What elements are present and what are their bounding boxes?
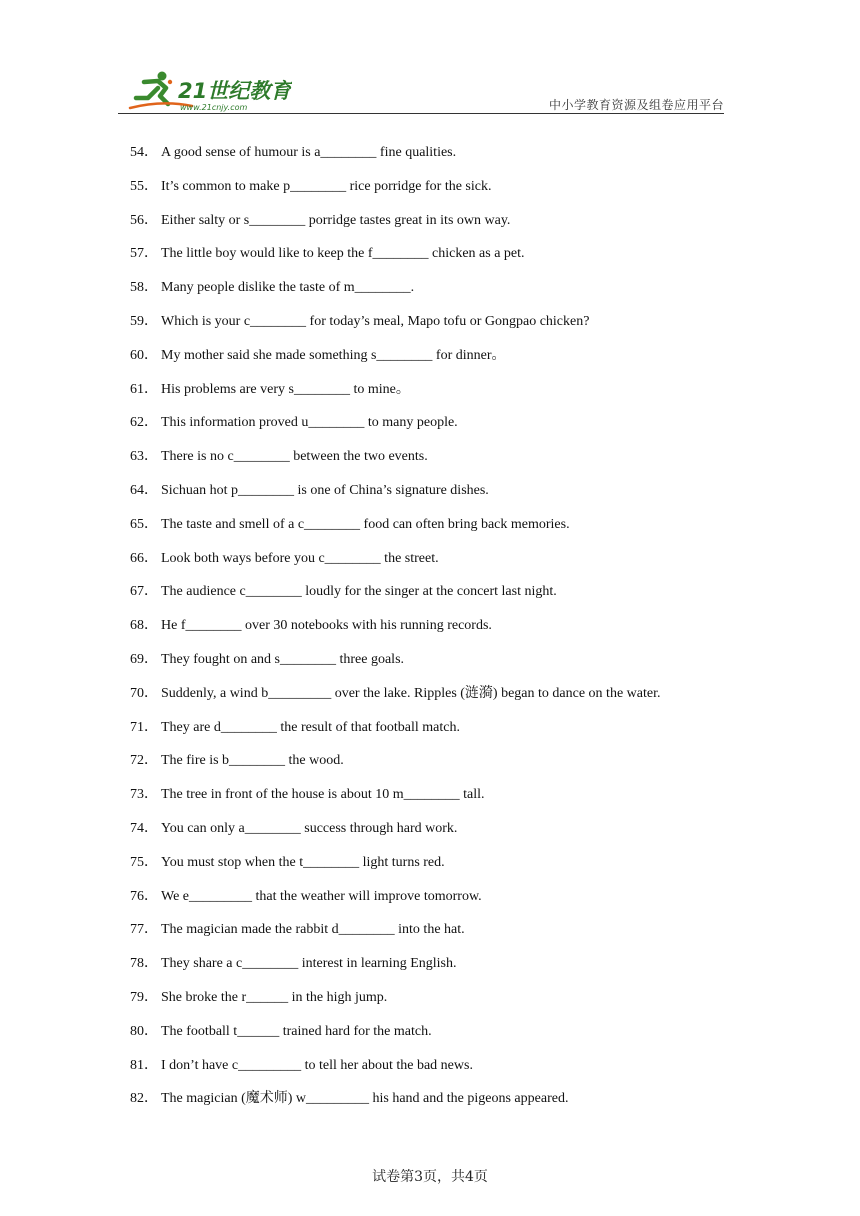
question-item (130, 1054, 740, 1088)
question-number: 64． (130, 482, 158, 498)
question-number: 58． (130, 280, 158, 296)
question-text: They fought on and s________ three goals. (161, 651, 405, 667)
page-footer: 试卷第3页，共4页 (372, 1169, 488, 1185)
question-item (130, 547, 740, 581)
question-text: Sichuan hot p________ is one of China’s signature dishes. (161, 482, 489, 498)
question-item (130, 580, 740, 614)
question-item (130, 242, 740, 276)
question-number: 74． (130, 820, 158, 836)
question-item (130, 310, 740, 344)
question-number: 60． (130, 347, 158, 363)
question-text: You must stop when the t________ light turns red. (161, 854, 445, 870)
question-item (130, 952, 740, 986)
question-item (130, 276, 740, 310)
question-item (130, 648, 740, 682)
question-item (130, 513, 740, 547)
question-text: It’s common to make p________ rice porridge for the sick. (161, 178, 492, 194)
question-item (130, 479, 740, 513)
question-item (130, 614, 740, 648)
question-number: 62． (130, 415, 158, 431)
question-number: 72． (130, 753, 158, 769)
question-text: The football t______ trained hard for the match. (161, 1023, 432, 1039)
question-text: The fire is b________ the wood. (161, 753, 344, 769)
logo-wordmark: 21世纪教育 (178, 79, 292, 103)
question-item (130, 141, 740, 175)
question-number: 78． (130, 956, 158, 972)
question-number: 65． (130, 516, 158, 532)
question-text: Suddenly, a wind b_________ over the lake. Ripples (涟漪) began to dance on the water. (161, 685, 661, 701)
question-item (130, 986, 740, 1020)
question-item (130, 175, 740, 209)
question-item (130, 918, 740, 952)
question-number: 80． (130, 1023, 158, 1039)
question-text: Either salty or s________ porridge tastes great in its own way. (161, 212, 511, 228)
question-number: 71． (130, 719, 158, 735)
question-item (130, 749, 740, 783)
question-text: I don’t have c_________ to tell her about the bad news. (161, 1057, 473, 1073)
question-item (130, 716, 740, 750)
question-text: He f________ over 30 notebooks with his running records. (161, 618, 492, 634)
question-number: 68． (130, 618, 158, 634)
question-number: 59． (130, 313, 158, 329)
question-number: 82． (130, 1091, 158, 1107)
question-text: My mother said she made something s________ for dinner。 (161, 347, 506, 363)
question-number: 69． (130, 651, 158, 667)
question-text: The audience c________ loudly for the singer at the concert last night. (161, 584, 557, 600)
question-number: 81． (130, 1057, 158, 1073)
question-item (130, 817, 740, 851)
question-text: They share a c________ interest in learning English. (161, 956, 457, 972)
page-header (118, 68, 724, 116)
question-text: Many people dislike the taste of m________. (161, 280, 415, 296)
question-number: 55． (130, 178, 158, 194)
question-item (130, 209, 740, 243)
question-text: There is no c________ between the two events. (161, 449, 428, 465)
question-list (130, 141, 740, 1121)
question-number: 75． (130, 854, 158, 870)
logo-url: www.21cnjy.com (180, 103, 248, 112)
question-number: 54． (130, 145, 158, 160)
question-number: 73． (130, 787, 158, 803)
question-item (130, 851, 740, 885)
question-item (130, 682, 740, 716)
question-text: We e_________ that the weather will improve tomorrow. (161, 888, 482, 904)
question-text: You can only a________ success through hard work. (161, 820, 458, 836)
question-text: A good sense of humour is a________ fine qualities. (161, 145, 457, 160)
question-number: 76． (130, 888, 158, 904)
question-text: The little boy would like to keep the f________ chicken as a pet. (161, 246, 525, 262)
question-text: The tree in front of the house is about 10 m________ tall. (161, 787, 485, 803)
question-number: 63． (130, 449, 158, 465)
question-number: 56． (130, 212, 158, 228)
question-item (130, 1087, 740, 1121)
question-number: 67． (130, 584, 158, 600)
question-text: They are d________ the result of that football match. (161, 719, 460, 735)
logo (122, 68, 292, 114)
question-text: His problems are very s________ to mine。 (161, 381, 410, 397)
question-item (130, 411, 740, 445)
question-item (130, 378, 740, 412)
question-text: The magician made the rabbit d________ into the hat. (161, 922, 465, 938)
question-text: The taste and smell of a c________ food can often bring back memories. (161, 516, 570, 532)
question-text: Which is your c________ for today’s meal, Mapo tofu or Gongpao chicken? (161, 313, 590, 329)
question-number: 77． (130, 922, 158, 938)
platform-name: 中小学教育资源及组卷应用平台 (548, 98, 724, 112)
question-item (130, 1020, 740, 1054)
question-number: 57． (130, 246, 158, 262)
question-number: 70． (130, 685, 158, 701)
question-text: Look both ways before you c________ the street. (161, 550, 439, 566)
question-text: The magician (魔术师) w_________ his hand and the pigeons appeared. (161, 1091, 569, 1107)
question-item (130, 344, 740, 378)
question-text: She broke the r______ in the high jump. (161, 989, 388, 1005)
question-text: This information proved u________ to many people. (161, 415, 458, 431)
question-item (130, 445, 740, 479)
question-number: 66． (130, 550, 158, 566)
question-item (130, 885, 740, 919)
header-divider (118, 113, 724, 114)
question-number: 61． (130, 381, 158, 397)
question-item (130, 783, 740, 817)
question-number: 79． (130, 989, 158, 1005)
